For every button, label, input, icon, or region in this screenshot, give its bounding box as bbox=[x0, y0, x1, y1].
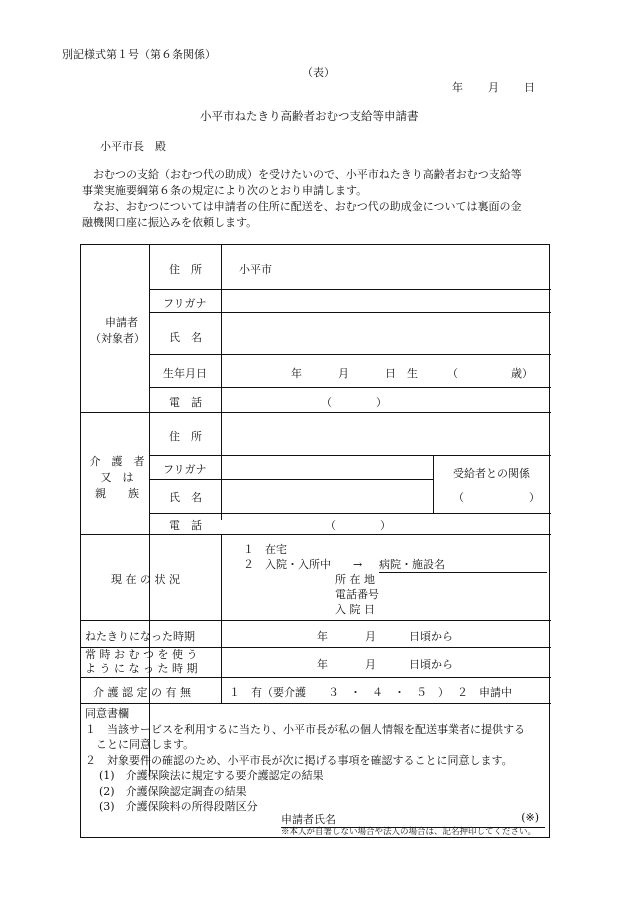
care-cert-label: 介 護 認 定 の 有 無 bbox=[93, 686, 191, 699]
birth-day: 日 生 bbox=[385, 367, 418, 380]
bedridden-suffix: 日頃から bbox=[409, 630, 453, 643]
status-opt-hospital[interactable]: ２ 入院・入所中 → bbox=[243, 558, 363, 571]
intro-text bbox=[82, 167, 552, 231]
applicant-address-label: 住 所 bbox=[169, 263, 202, 276]
date-month: 月 bbox=[488, 81, 499, 94]
section-line bbox=[81, 703, 551, 704]
applicant-group-label bbox=[90, 315, 145, 347]
applicant-birth-label: 生年月日 bbox=[163, 367, 207, 380]
facility-location-label: 所 在 地 bbox=[335, 573, 375, 586]
consent-section bbox=[85, 706, 525, 815]
consent-heading: 同意書欄 bbox=[85, 707, 129, 720]
applicant-phone-value[interactable]: （ ） bbox=[321, 396, 387, 409]
col-divider-time bbox=[221, 620, 222, 677]
applicant-address-value[interactable]: 小平市 bbox=[239, 263, 272, 276]
row-line bbox=[81, 620, 551, 621]
signature-label: 申請者氏名 bbox=[281, 813, 336, 826]
status-opt-home[interactable]: １ 在宅 bbox=[243, 543, 287, 556]
signature-mark: (※) bbox=[521, 811, 539, 824]
row-line bbox=[149, 387, 551, 388]
applicant-name-label: 氏 名 bbox=[169, 331, 202, 344]
caregiver-label-2: 又 は bbox=[100, 471, 134, 484]
applicant-label-1: 申請者 bbox=[105, 316, 138, 329]
addressee: 小平市長 殿 bbox=[100, 140, 166, 153]
applicant-furigana-label: フリガナ bbox=[163, 297, 207, 310]
consent-item-1: １ 当該サービスを利用するに当たり、小平市長が私の個人情報を配送事業者に提供する bbox=[85, 722, 525, 736]
intro-p2-line2: 融機関口座に振込みを依頼します。 bbox=[82, 216, 258, 229]
row-line bbox=[149, 289, 551, 290]
diaper-label-1: 常 時 お む つ を 使 う bbox=[85, 648, 198, 661]
applicant-label-2: （対象者） bbox=[90, 332, 145, 345]
consent-sub-1: (1) 介護保険法に規定する要介護認定の結果 bbox=[99, 769, 324, 782]
caregiver-address-label: 住 所 bbox=[169, 430, 202, 443]
diaper-label bbox=[85, 648, 197, 676]
applicant-phone-label: 電 話 bbox=[169, 396, 202, 409]
birth-year: 年 bbox=[291, 367, 302, 380]
intro-p1-line1: おむつの支給（おむつ代の助成）を受けたいので、小平市ねたきり高齢者おむつ支給等 bbox=[93, 168, 522, 181]
bedridden-month: 月 bbox=[365, 630, 376, 643]
row-line bbox=[149, 312, 551, 313]
consent-sub-3: (3) 介護保険料の所得段階区分 bbox=[99, 800, 258, 813]
section-line bbox=[81, 412, 551, 413]
admission-date-label: 入 院 日 bbox=[335, 603, 375, 616]
diaper-label-2: よ う に な っ た 時 期 bbox=[85, 662, 198, 675]
age-close: 歳） bbox=[511, 367, 533, 380]
age-open: （ bbox=[447, 367, 458, 380]
consent-sub-2: (2) 介護保険認定調査の結果 bbox=[99, 784, 247, 798]
date-year: 年 bbox=[452, 81, 463, 94]
diaper-month: 月 bbox=[365, 658, 376, 671]
care-cert-opt-pending[interactable]: ２ 申請中 bbox=[457, 686, 512, 699]
col-divider-status bbox=[221, 534, 222, 620]
form-side-label: （表） bbox=[302, 66, 335, 79]
bedridden-year: 年 bbox=[317, 630, 328, 643]
facility-phone-label: 電話番号 bbox=[335, 588, 379, 601]
bedridden-label: ねたきりになった時期 bbox=[85, 630, 195, 643]
birth-month: 月 bbox=[338, 367, 349, 380]
caregiver-label-1: 介 護 者 bbox=[89, 455, 145, 468]
care-cert-opt-yes[interactable]: １ 有（要介護 ３ ・ ４ ・ ５ ） bbox=[229, 686, 449, 699]
intro-p2-line1: なお、おむつについては申請者の住所に配送を、おむつ代の助成金については裏面の金 bbox=[93, 200, 522, 213]
section-line bbox=[81, 534, 551, 535]
application-form-table bbox=[80, 244, 550, 838]
caregiver-group-label bbox=[89, 454, 145, 502]
relation-close: ） bbox=[529, 491, 540, 504]
diaper-suffix: 日頃から bbox=[409, 658, 453, 671]
status-label: 現 在 の 状 況 bbox=[111, 573, 180, 586]
diaper-year: 年 bbox=[317, 658, 328, 671]
form-number: 別記様式第１号（第６条関係） bbox=[62, 48, 216, 61]
intro-p1-line2: 事業実施要綱第６条の規定により次のとおり申請します。 bbox=[82, 184, 368, 197]
row-line bbox=[149, 455, 551, 456]
col-divider-cert bbox=[221, 677, 222, 703]
caregiver-name-label: 氏 名 bbox=[169, 491, 202, 504]
relation-open: （ bbox=[453, 491, 464, 504]
caregiver-phone-value[interactable]: （ ） bbox=[325, 519, 391, 532]
date-day: 日 bbox=[524, 81, 535, 94]
consent-item-1-cont: ことに同意します。 bbox=[96, 738, 195, 751]
row-line bbox=[81, 677, 551, 678]
facility-name-label: 病院・施設名 bbox=[379, 558, 445, 571]
row-line bbox=[149, 513, 551, 514]
consent-item-2: ２ 対象要件の確認のため、小平市長が次に掲げる事項を確認することに同意します。 bbox=[85, 753, 513, 767]
row-line bbox=[149, 354, 551, 355]
page-title: 小平市ねたきり高齢者おむつ支給等申請書 bbox=[200, 109, 419, 123]
relation-label: 受給者との関係 bbox=[453, 467, 530, 480]
caregiver-phone-label: 電 話 bbox=[169, 519, 202, 532]
signature-note: ※本人が自署しない場合や法人の場合は、記名押印してください。 bbox=[281, 827, 537, 837]
caregiver-label-3: 親 族 bbox=[95, 487, 139, 500]
row-line bbox=[149, 479, 433, 480]
caregiver-furigana-label: フリガナ bbox=[163, 463, 207, 476]
facility-name-field[interactable] bbox=[379, 556, 547, 573]
relation-divider bbox=[433, 455, 434, 513]
